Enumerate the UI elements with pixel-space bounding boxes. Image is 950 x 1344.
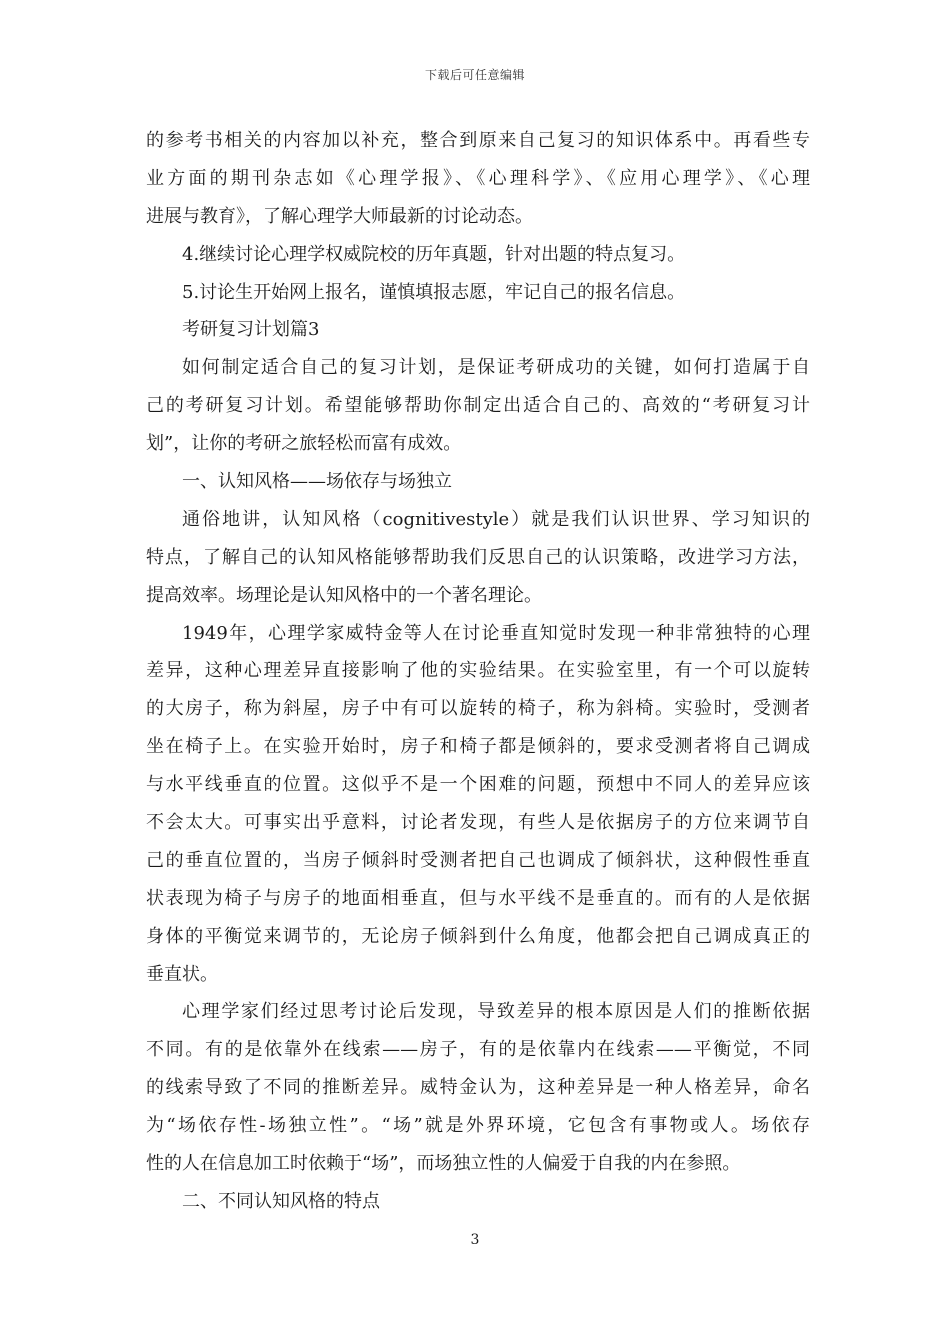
text-line: 己的垂直位置的，当房子倾斜时受测者把自己也调成了倾斜状，这种假性垂直 (146, 849, 810, 871)
document-body (146, 122, 810, 1221)
text-line: 差异，这种心理差异直接影响了他的实验结果。在实验室里，有一个可以旋转 (146, 660, 810, 682)
text-line: 心理学家们经过思考讨论后发现，导致差异的根本原因是人们的推断依据 (182, 1001, 810, 1023)
section-title: 考研复习计划篇3 (182, 319, 320, 341)
text-line: 与水平线垂直的位置。这似乎不是一个困难的问题，预想中不同人的差异应该 (146, 774, 810, 796)
text-line: 的线索导致了不同的推断差异。威特金认为，这种差异是一种人格差异，命名 (146, 1077, 810, 1099)
text-line: 状表现为椅子与房子的地面相垂直，但与水平线不是垂直的。而有的人是依据 (146, 887, 810, 909)
text-line: 为“场依存性-场独立性”。“场”就是外界环境，它包含有事物或人。场依存 (146, 1115, 810, 1137)
text-line: 如何制定适合自己的复习计划，是保证考研成功的关键，如何打造属于自 (182, 357, 810, 379)
page-number: 3 (470, 1232, 480, 1248)
text-line: 提高效率。场理论是认知风格中的一个著名理论。 (146, 584, 542, 606)
subheading-cognitive-style: 一、认知风格——场依存与场独立 (182, 471, 452, 493)
page-header: 下载后可任意编辑 (424, 68, 525, 82)
text-line: 1949年，心理学家威特金等人在讨论垂直知觉时发现一种非常独特的心理 (182, 622, 810, 644)
subheading-style-features: 二、不同认知风格的特点 (182, 1190, 380, 1212)
text-line: 特点，了解自己的认知风格能够帮助我们反思自己的认识策略，改进学习方法， (146, 546, 810, 568)
text-line: 垂直状。 (146, 963, 218, 985)
text-line: 身体的平衡觉来调节的，无论房子倾斜到什么角度，他都会把自己调成真正的 (146, 925, 810, 947)
text-line: 的大房子，称为斜屋，房子中有可以旋转的椅子，称为斜椅。实验时，受测者 (146, 698, 810, 720)
text-line: 通俗地讲，认知风格（cognitivestyle）就是我们认识世界、学习知识的 (182, 508, 810, 530)
list-item-5: 5.讨论生开始网上报名，谨慎填报志愿，牢记自己的报名信息。 (182, 281, 686, 303)
text-line: 己的考研复习计划。希望能够帮助你制定出适合自己的、高效的“考研复习计 (146, 395, 810, 417)
text-line: 性的人在信息加工时依赖于“场”，而场独立性的人偏爱于自我的内在参照。 (146, 1153, 741, 1175)
text-line: 的参考书相关的内容加以补充，整合到原来自己复习的知识体系中。再看些专 (146, 130, 810, 151)
text-line: 进展与教育》，了解心理学大师最新的讨论动态。 (146, 205, 533, 227)
text-line: 坐在椅子上。在实验开始时，房子和椅子都是倾斜的，要求受测者将自己调成 (146, 736, 810, 758)
list-item-4: 4.继续讨论心理学权威院校的历年真题，针对出题的特点复习。 (182, 243, 686, 265)
text-line: 业方面的期刊杂志如《心理学报》、《心理科学》、《应用心理学》、《心理 (146, 167, 810, 189)
text-line: 不同。有的是依靠外在线索——房子，有的是依靠内在线索——平衡觉，不同 (146, 1039, 810, 1061)
text-line: 不会太大。可事实出乎意料，讨论者发现，有些人是依据房子的方位来调节自 (146, 812, 810, 834)
text-line: 划”，让你的考研之旅轻松而富有成效。 (146, 433, 462, 455)
